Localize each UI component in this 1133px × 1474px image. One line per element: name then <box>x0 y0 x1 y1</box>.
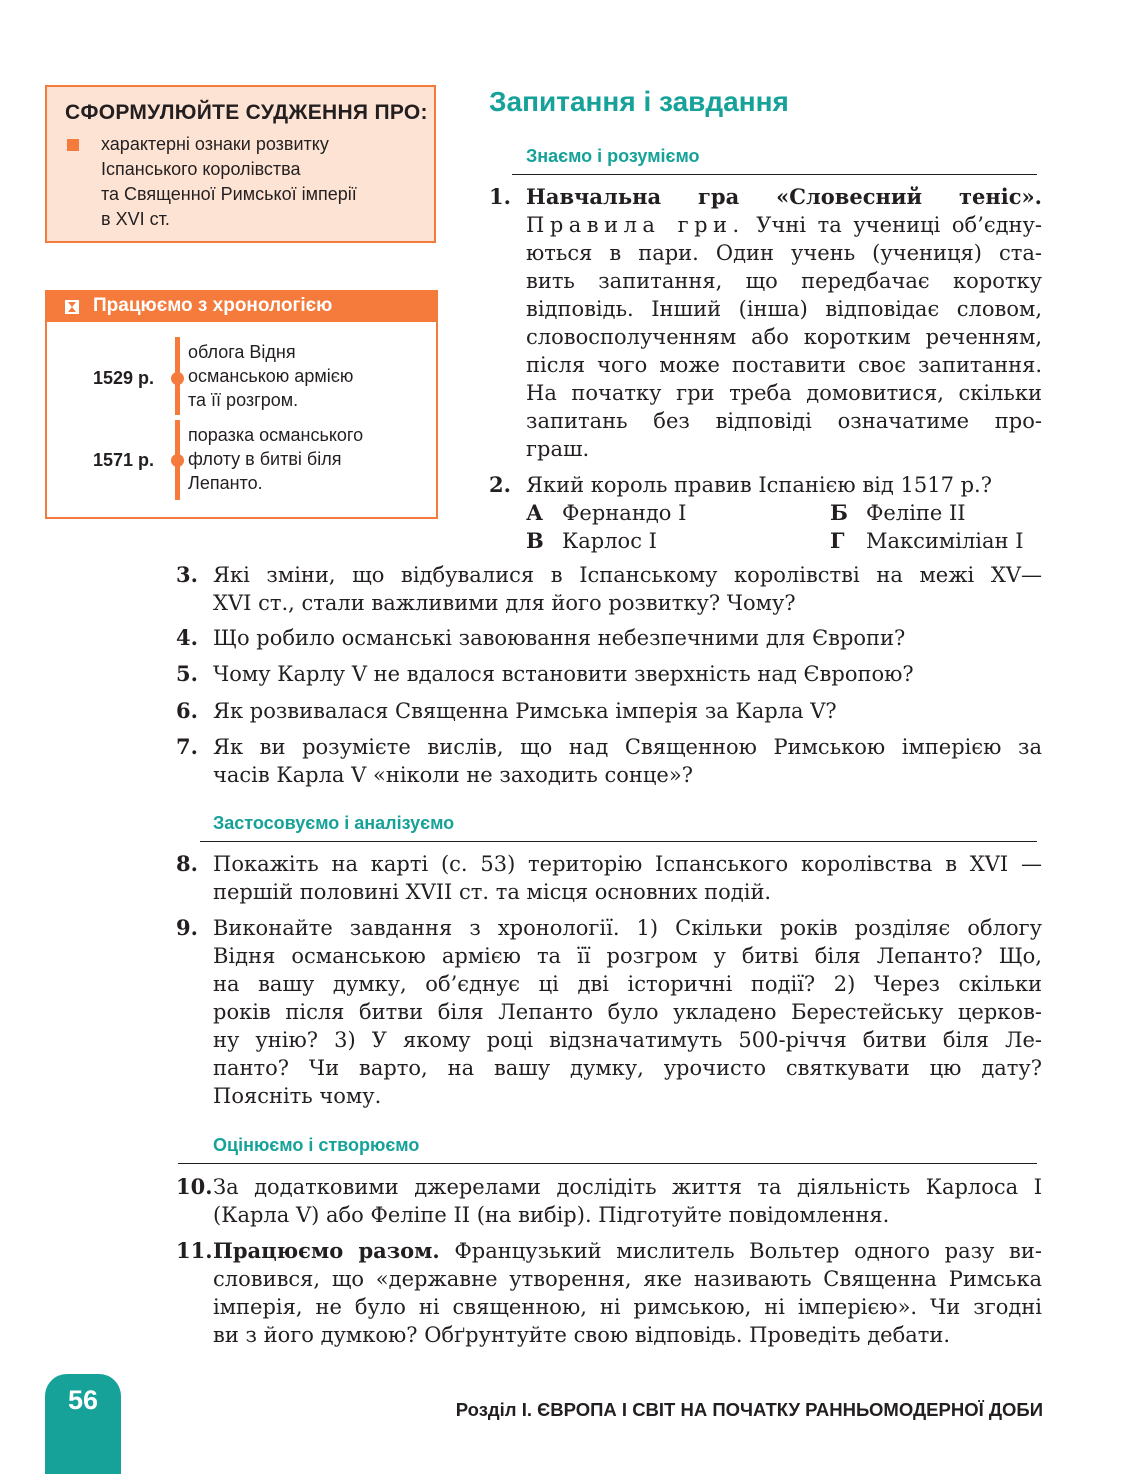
question-7 <box>176 733 1044 791</box>
chronology-header <box>47 292 436 322</box>
question-line: Що робило османські завоювання небезпечними для Європи? <box>213 626 906 650</box>
heading-apply: Застосовуємо і аналізуємо <box>213 813 455 833</box>
question-number: 10. <box>176 1174 213 1199</box>
game-title: Навчальна гра «Словесний теніс». <box>526 184 1042 209</box>
question-line: граш. <box>526 437 590 461</box>
chronology-title: Працюємо з хронологією <box>93 295 333 316</box>
page-number-tab <box>45 1374 121 1474</box>
question-number: 6. <box>176 698 198 723</box>
question-5 <box>176 660 1044 688</box>
answer-option <box>526 527 657 555</box>
answer-option <box>830 499 966 527</box>
answer-letter: В <box>526 528 544 553</box>
question-line: першій половині XVII ст. та місця основних подій. <box>213 880 772 904</box>
opinion-line: в XVI ст. <box>101 209 170 229</box>
question-line <box>213 1237 1042 1265</box>
timeline-dot <box>171 454 184 467</box>
question-body <box>213 561 1042 617</box>
question-number: 8. <box>176 851 198 876</box>
question-line: Як розвивалася Священна Римська імперія за Карла V? <box>213 699 837 723</box>
question-number: 1. <box>489 184 511 209</box>
question-line: відповідь. Інший (інша) відповідає словом, <box>526 297 1042 321</box>
rules-label: Правила гри. <box>526 213 745 237</box>
question-line: Покажіть на карті (с. 53) територію Іспанського королівства в XVI — <box>213 852 1042 876</box>
question-number: 7. <box>176 734 198 759</box>
question-10 <box>176 1173 1044 1231</box>
question-body <box>526 183 1042 463</box>
question-6 <box>176 697 1044 725</box>
chronology-year: 1571 р. <box>93 450 155 470</box>
opinion-line: Іспанського королівства <box>101 159 301 179</box>
question-line: років після битви біля Лепанто було укладено Берестейську церков- <box>213 1000 1042 1024</box>
heading-rule <box>512 174 1037 175</box>
chronology-event <box>188 423 418 495</box>
rules-line <box>526 211 1042 239</box>
question-line: імперія, не було ні священною, ні римською, ні імперією». Чи згодні <box>213 1295 1042 1319</box>
hourglass-icon <box>65 300 79 314</box>
section-title: Запитання і завдання <box>489 86 789 117</box>
opinion-line: та Священної Римської імперії <box>101 184 357 204</box>
question-line: на вашу думку, об’єднує ці дві історичні події? 2) Через скільки <box>213 972 1042 996</box>
answer-letter: Г <box>830 528 845 553</box>
question-line: ну унію? 3) У якому році відзначатимуть 500-річчя битви біля Ле- <box>213 1028 1042 1052</box>
event-line: Лепанто. <box>188 473 263 493</box>
question-line: словився, що «державне утворення, яке називають Священна Римська <box>213 1267 1042 1291</box>
question-9 <box>176 914 1044 1110</box>
work-together-label: Працюємо разом. <box>213 1238 440 1263</box>
question-line: Як ви розумієте вислів, що над Священною Римською імперією за <box>213 735 1042 759</box>
opinion-line: характерні ознаки розвитку <box>101 134 329 154</box>
question-3 <box>176 561 1044 619</box>
event-line: флоту в битві біля <box>188 449 342 469</box>
question-body <box>213 1173 1042 1229</box>
question-line: ються в пари. Один учень (учениця) ста- <box>526 241 1042 265</box>
square-bullet-icon <box>67 139 79 151</box>
answer-text: Максиміліан І <box>866 529 1024 553</box>
page-number: 56 <box>67 1385 99 1415</box>
question-line: панто? Чи варто, на вашу думку, урочисто святкувати цю дату? <box>213 1056 1042 1080</box>
question-body <box>213 660 914 688</box>
event-line: поразка османського <box>188 425 364 445</box>
question-line: часів Карла V «ніколи не заходить сонце»? <box>213 763 693 787</box>
question-8 <box>176 850 1044 908</box>
question-title <box>526 183 1042 211</box>
question-4 <box>176 624 1044 652</box>
chapter-footer: Розділ І. ЄВРОПА І СВІТ НА ПОЧАТКУ РАННЬОМОДЕРНОЇ ДОБИ <box>455 1399 1043 1420</box>
question-line: Учні та учениці об’єдну- <box>744 213 1043 237</box>
question-line: вить запитання, що передбачає коротку <box>526 269 1042 293</box>
question-number: 5. <box>176 661 198 686</box>
heading-evaluate: Оцінюємо і створюємо <box>213 1135 420 1155</box>
heading-know: Знаємо і розуміємо <box>526 146 700 166</box>
heading-rule <box>200 841 1037 842</box>
heading-rule <box>178 1163 1037 1164</box>
question-number: 4. <box>176 625 198 650</box>
question-line-rest: Французький мислитель Вольтер одного разу ви- <box>439 1239 1042 1263</box>
question-line: XVI ст., стали важливими для його розвитку? Чому? <box>213 591 796 615</box>
answer-text: Карлос І <box>562 529 657 553</box>
answer-option <box>830 527 1024 555</box>
question-line: Виконайте завдання з хронології. 1) Скільки років розділяє облогу <box>213 916 1042 940</box>
question-body <box>213 850 1042 906</box>
question-line: Поясніть чому. <box>213 1084 382 1108</box>
question-line: словосполученням або коротким реченням, <box>526 325 1042 349</box>
question-number: 3. <box>176 562 198 587</box>
question-body <box>213 697 837 725</box>
question-body <box>213 624 905 652</box>
question-line: Який король правив Іспанією від 1517 р.? <box>526 473 992 497</box>
event-line: османською армією <box>188 366 354 386</box>
question-line: Які зміни, що відбувалися в Іспанському королівстві на межі XV— <box>213 563 1042 587</box>
question-body <box>213 733 1042 789</box>
chronology-event <box>188 340 418 412</box>
question-body <box>526 471 992 499</box>
event-line: облога Відня <box>188 342 296 362</box>
answer-letter: Б <box>830 500 848 525</box>
question-line: запитань без відповіді означатиме про- <box>526 409 1042 433</box>
opinion-box <box>45 85 436 243</box>
timeline-dot <box>171 372 184 385</box>
question-number: 2. <box>489 472 511 497</box>
question-line: На початку гри треба домовитися, скільки <box>526 381 1042 405</box>
question-11 <box>176 1237 1044 1349</box>
question-line: (Карла V) або Феліпе ІІ (на вибір). Підготуйте повідомлення. <box>213 1203 890 1227</box>
question-number: 9. <box>176 915 198 940</box>
opinion-text <box>101 132 421 232</box>
question-line: після чого може поставити своє запитання. <box>526 353 1042 377</box>
answer-option <box>526 499 686 527</box>
question-line: За додатковими джерелами дослідіть життя та діяльність Карлоса І <box>213 1175 1042 1199</box>
chronology-year: 1529 р. <box>93 368 155 388</box>
question-body <box>213 914 1042 1110</box>
chronology-box <box>45 290 438 519</box>
opinion-title: СФОРМУЛЮЙТЕ СУДЖЕННЯ ПРО: <box>65 101 428 124</box>
question-line: Чому Карлу V не вдалося встановити зверхність над Європою? <box>213 662 914 686</box>
answer-text: Феліпе ІІ <box>866 501 966 525</box>
question-1 <box>489 183 1045 463</box>
question-line: ви з його думкою? Обґрунтуйте свою відповідь. Проведіть дебати. <box>213 1323 951 1347</box>
answer-letter: А <box>526 500 544 525</box>
question-number: 11. <box>176 1238 213 1263</box>
event-line: та її розгром. <box>188 390 299 410</box>
answer-text: Фернандо І <box>562 501 687 525</box>
question-line: Відня османською армією та її розгром у битві біля Лепанто? Що, <box>213 944 1042 968</box>
question-body <box>213 1237 1042 1349</box>
